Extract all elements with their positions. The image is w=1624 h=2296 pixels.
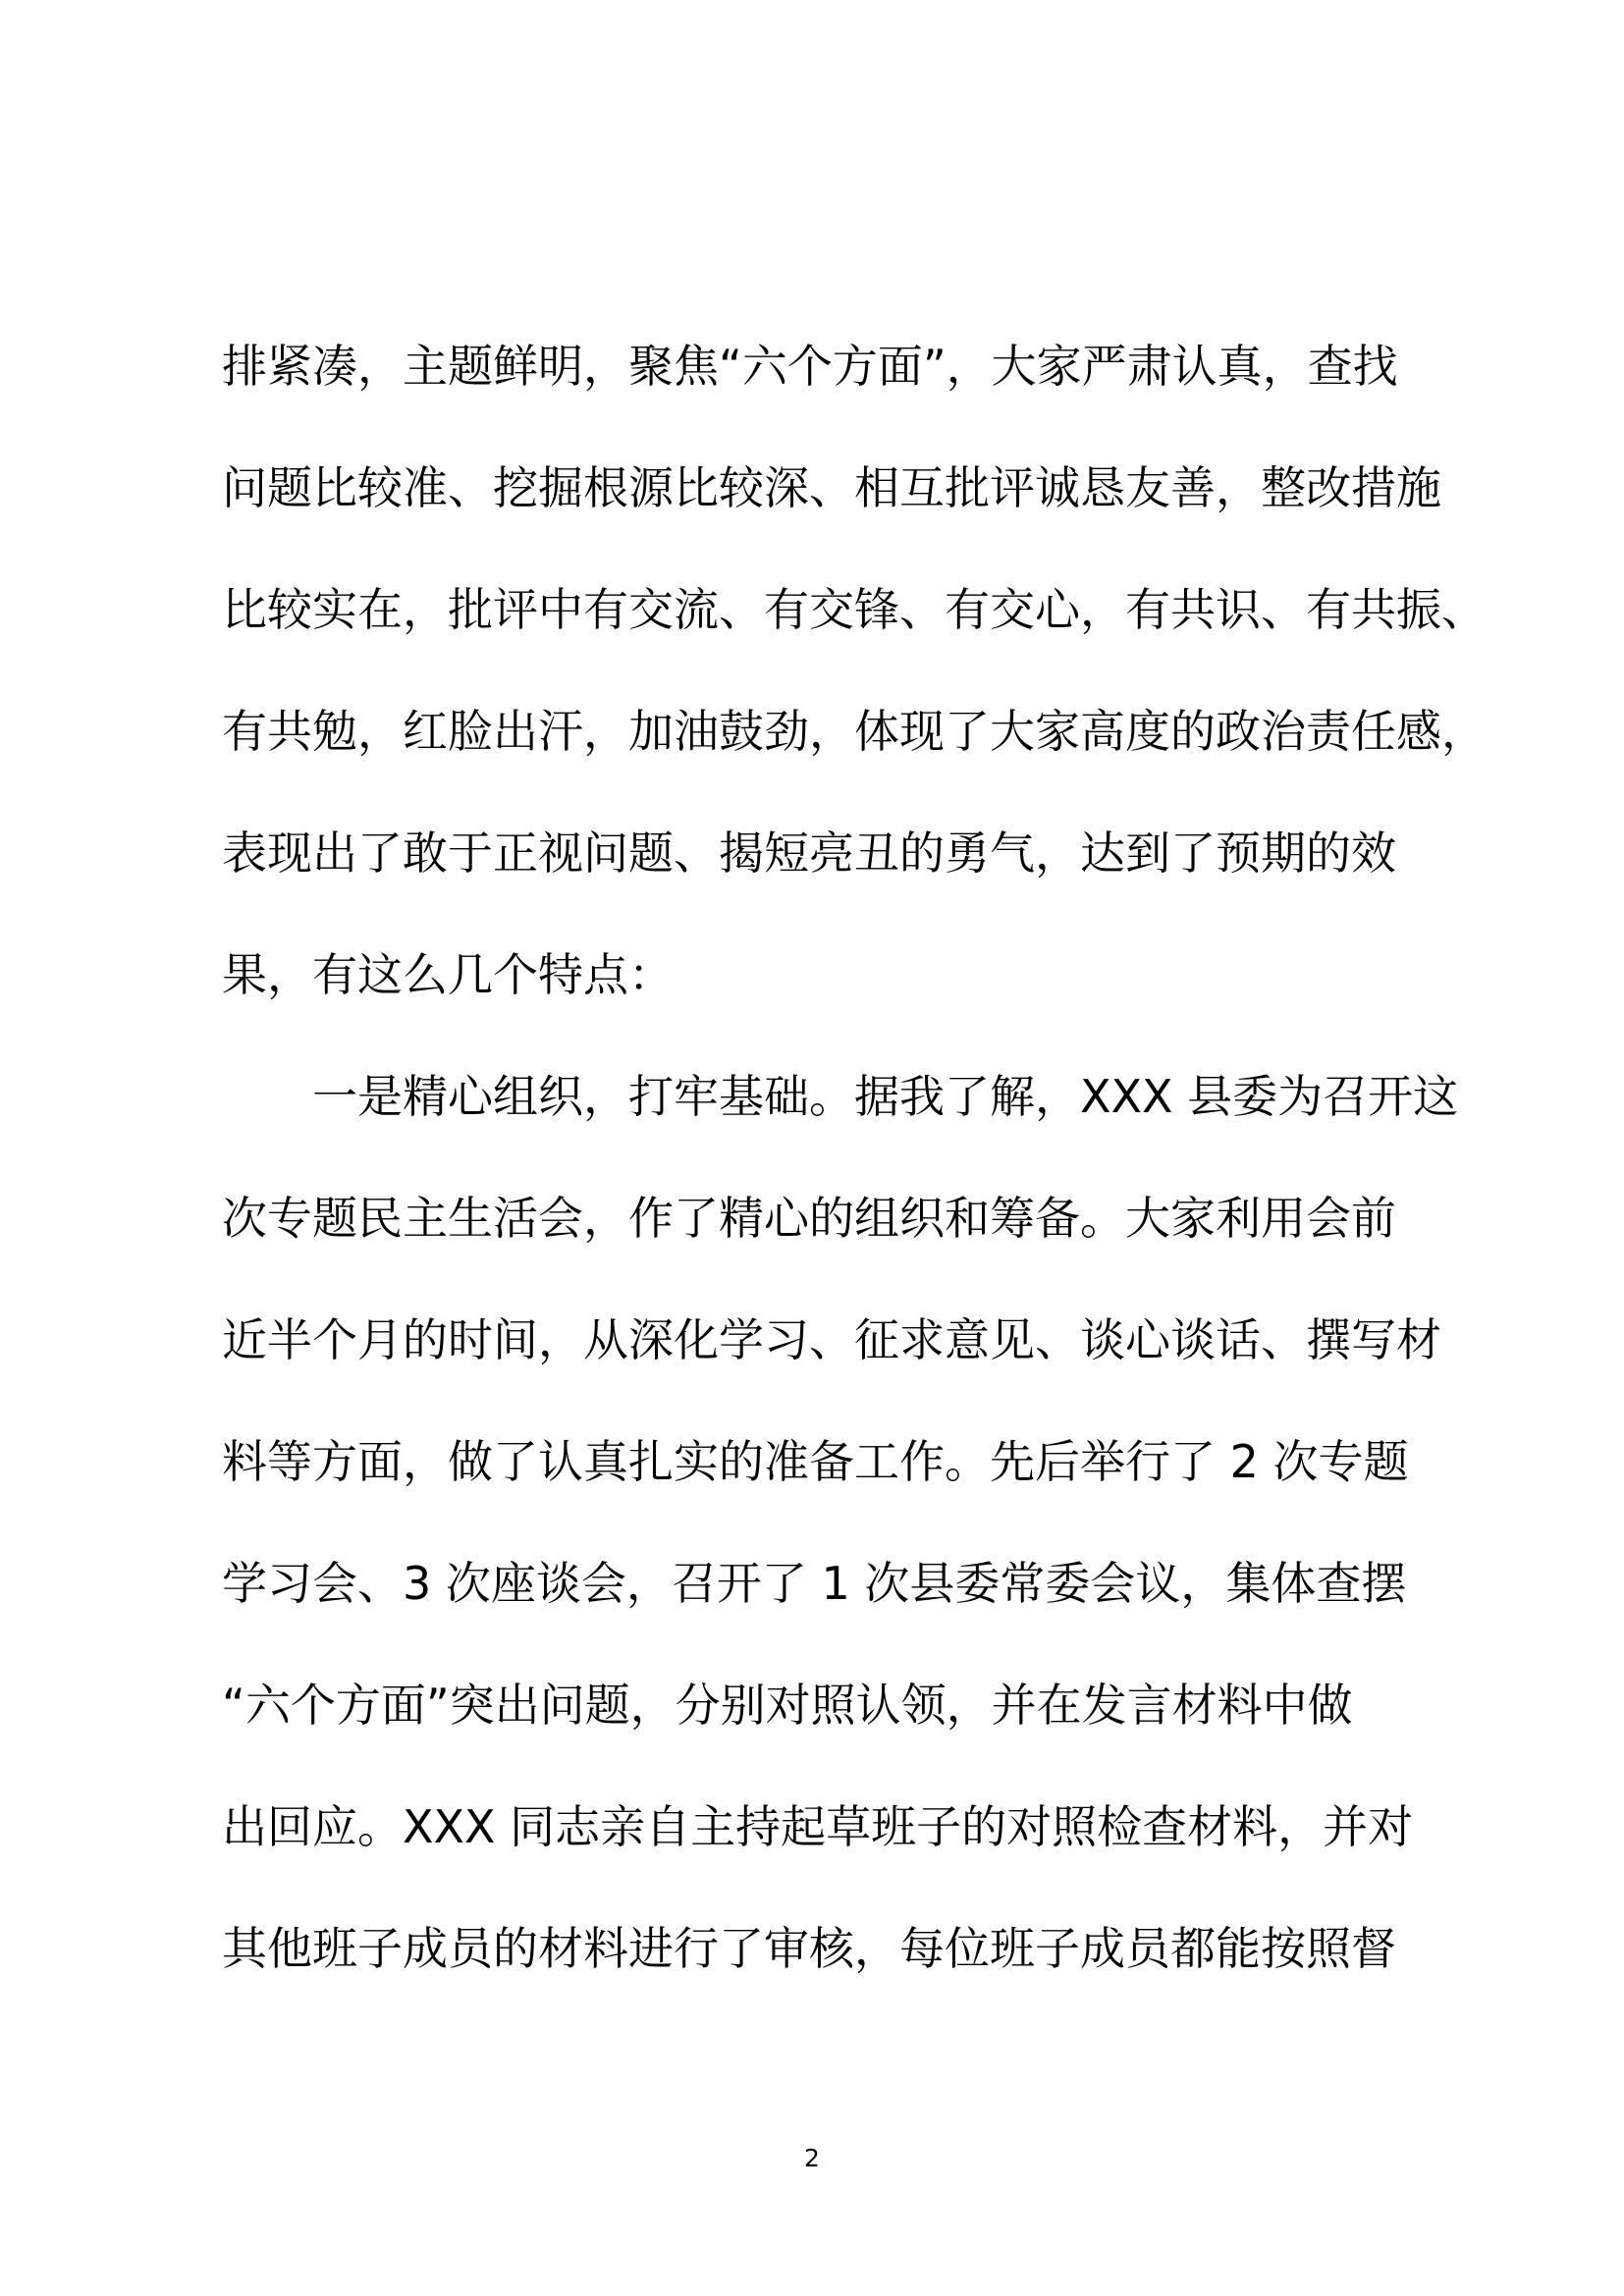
text-line: 其他班子成员的材料进行了审核，每位班子成员都能按照督 — [222, 1922, 1396, 1975]
text-line: 表现出了敢于正视问题、揭短亮丑的勇气，达到了预期的效 — [222, 827, 1396, 880]
text-line: 果，有这么几个特点： — [222, 948, 674, 1001]
page-number: 2 — [804, 2144, 820, 2172]
text-line: 有共勉，红脸出汗，加油鼓劲，体现了大家高度的政治责任感， — [222, 705, 1487, 758]
text-line: “六个方面”突出问题，分别对照认领，并在发言材料中做 — [222, 1679, 1353, 1732]
text-line: 比较实在，批评中有交流、有交锋、有交心，有共识、有共振、 — [222, 583, 1487, 636]
text-line: 近半个月的时间，从深化学习、征求意见、谈心谈话、撰写材 — [222, 1313, 1441, 1366]
text-line: 料等方面，做了认真扎实的准备工作。先后举行了 2 次专题 — [222, 1435, 1409, 1488]
text-line: 次专题民主生活会，作了精心的组织和筹备。大家利用会前 — [222, 1192, 1396, 1245]
text-line: 排紧凑，主题鲜明，聚焦“六个方面”，大家严肃认真，查找 — [222, 340, 1398, 393]
text-line: 出回应。XXX 同志亲自主持起草班子的对照检查材料，并对 — [222, 1800, 1414, 1853]
paragraph-first-line: 一是精心组织，打牢基础。据我了解，XXX 县委为召开这 — [312, 1070, 1459, 1123]
text-line: 学习会、3 次座谈会，召开了 1 次县委常委会议，集体查摆 — [222, 1557, 1407, 1610]
text-line: 问题比较准、挖掘根源比较深、相互批评诚恳友善，整改措施 — [222, 461, 1441, 514]
